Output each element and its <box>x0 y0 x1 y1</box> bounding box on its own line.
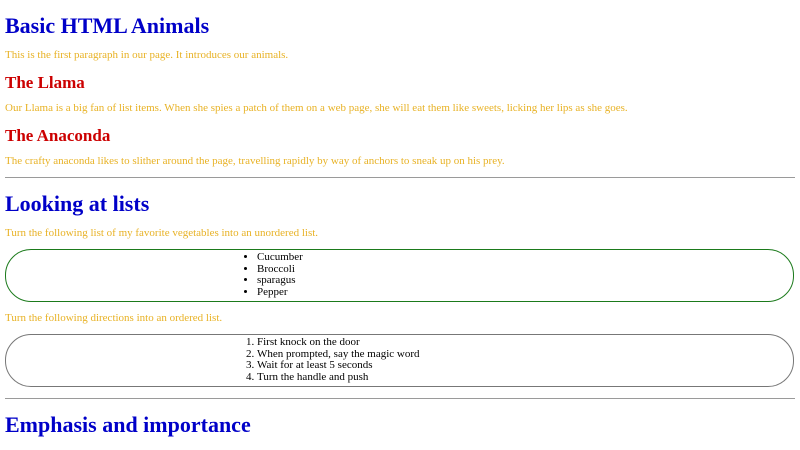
emphasis-heading: Emphasis and importance <box>5 412 251 437</box>
directions-intro: Turn the following directions into an ordered list. <box>5 312 223 324</box>
anaconda-heading: The Anaconda <box>5 126 111 145</box>
list-item: 1. First knock on the door <box>257 337 793 349</box>
anaconda-paragraph: The crafty anaconda likes to slither around the page, travelling rapidly by way of anchors to sneak up on his prey. <box>5 155 505 167</box>
lists-heading: Looking at lists <box>5 191 150 216</box>
list-item: • Broccoli <box>257 264 793 276</box>
vegetables-intro: Turn the following list of my favorite vegetables into an unordered list. <box>5 227 319 239</box>
list-item: 4. Turn the handle and push <box>257 372 793 384</box>
list-item: • Cucumber <box>257 252 793 264</box>
directions-list <box>257 337 793 383</box>
list-item: 2. When prompted, say the magic word <box>257 349 793 361</box>
intro-paragraph: This is the first paragraph in our page. It introduces our animals. <box>5 49 289 61</box>
page-title: Basic HTML Animals <box>5 13 210 38</box>
section-divider <box>5 398 795 399</box>
list-item: 3. Wait for at least 5 seconds <box>257 360 793 372</box>
vegetables-list-box <box>5 249 794 302</box>
llama-heading: The Llama <box>5 73 85 92</box>
directions-list-box <box>5 334 794 387</box>
list-item: • Pepper <box>257 287 793 299</box>
llama-paragraph: Our Llama is a big fan of list items. When she spies a patch of them on a web page, she will eat them like sweets, licking her lips as she goes. <box>5 102 628 114</box>
list-item: • sparagus <box>257 275 793 287</box>
section-divider <box>5 177 795 178</box>
vegetables-list <box>257 252 793 298</box>
